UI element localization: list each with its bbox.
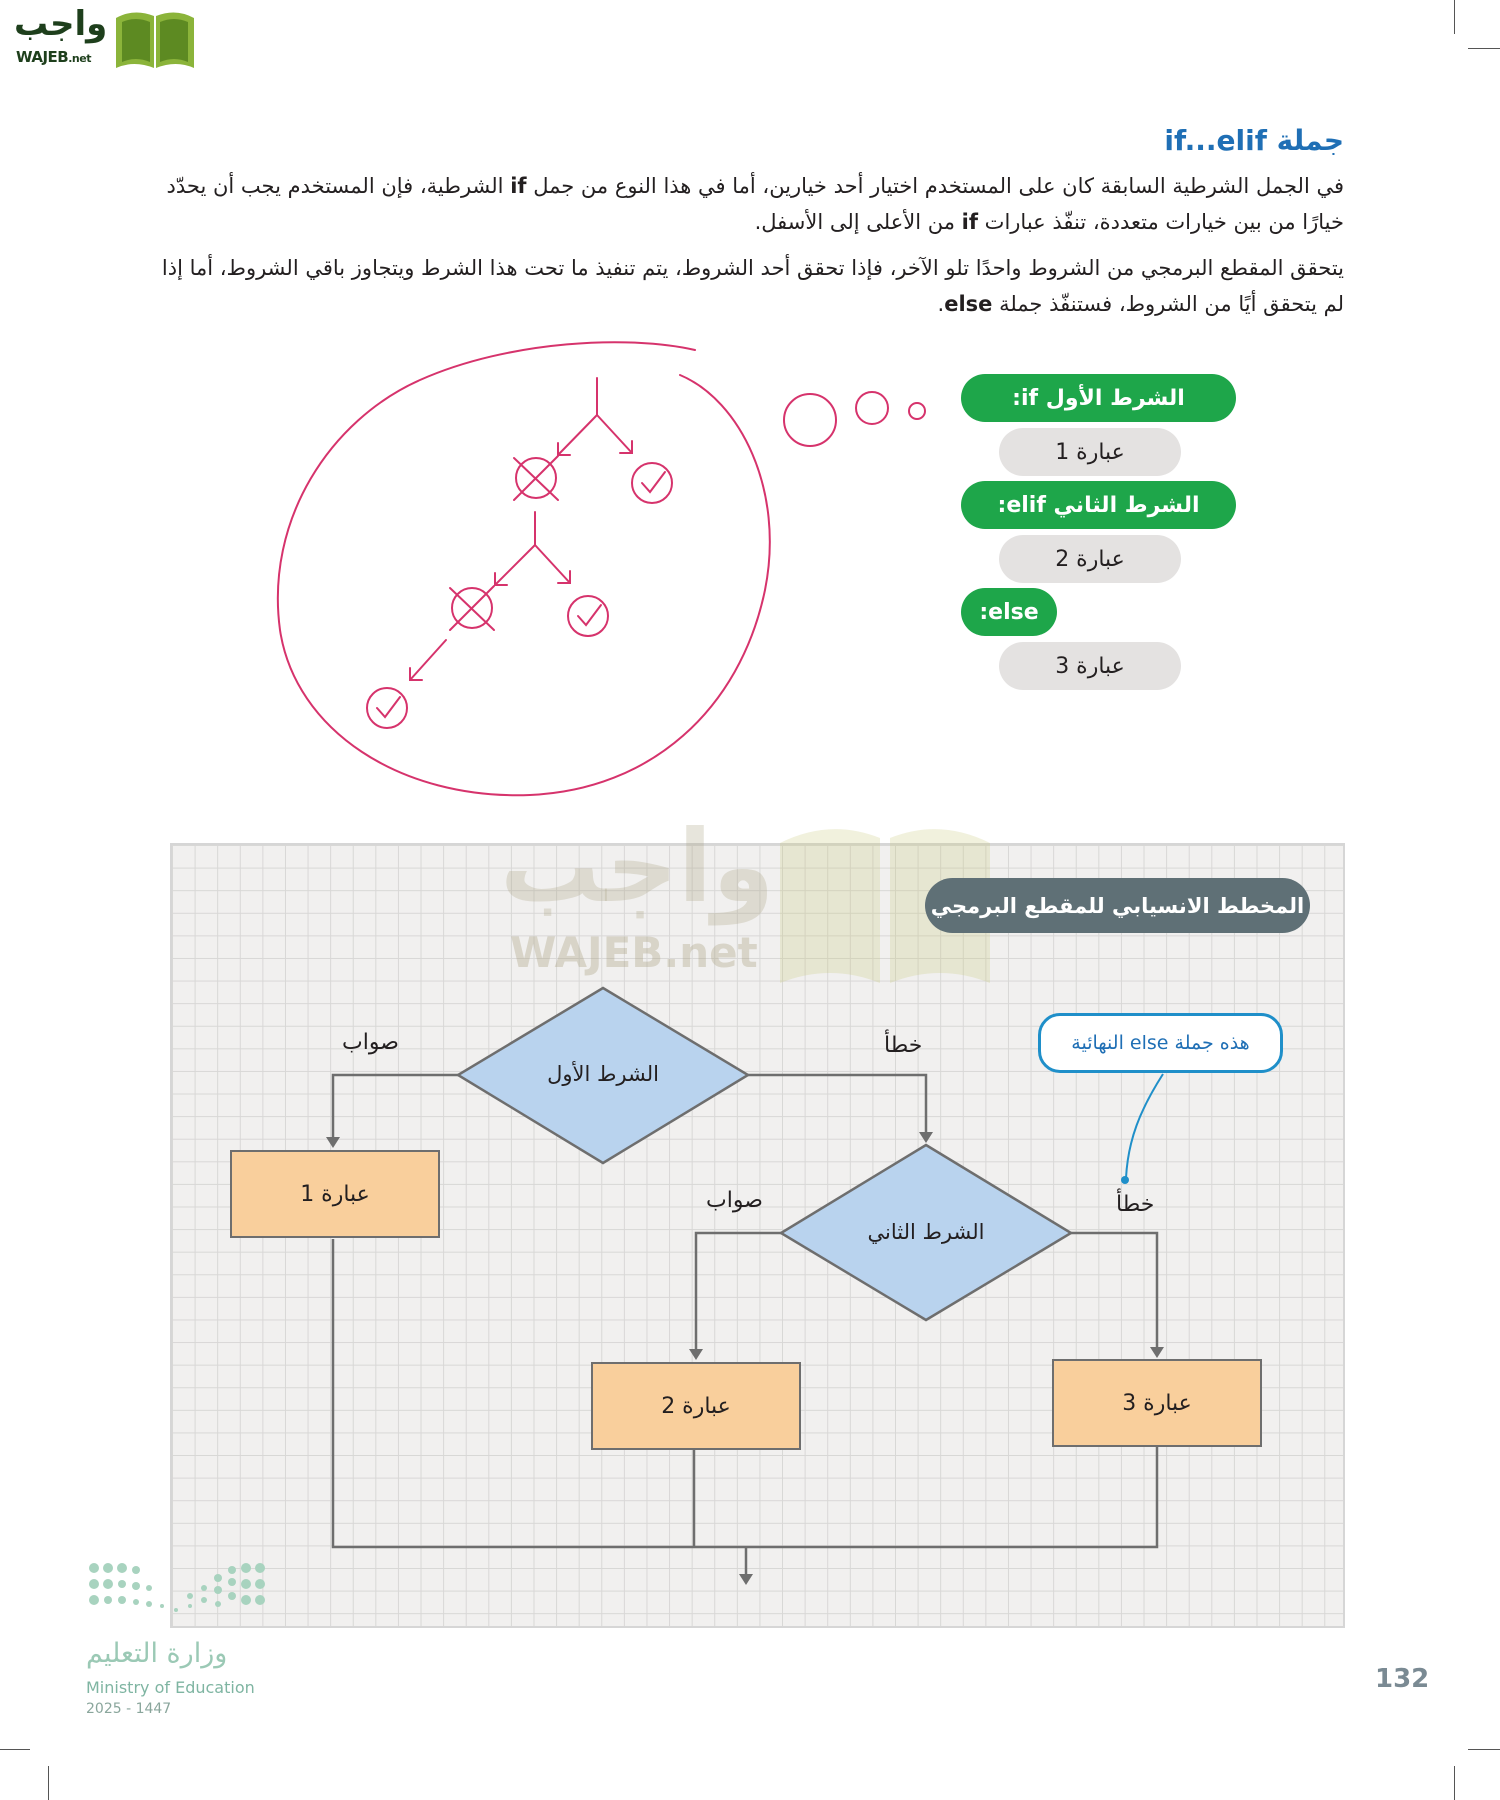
decision-2-false-label: خطأ bbox=[1116, 1192, 1155, 1217]
decision-1-label: الشرط الأول bbox=[547, 1062, 659, 1086]
flowchart-title: المخطط الانسيابي للمقطع البرمجي bbox=[925, 878, 1310, 933]
condition-elif-pill: الشرط الثاني elif: bbox=[961, 481, 1236, 529]
condition-else-pill: else: bbox=[961, 588, 1057, 636]
ministry-logo-dots bbox=[86, 1560, 272, 1626]
watermark-english: WAJEB.net bbox=[510, 928, 758, 977]
logo-arabic-text: واجب bbox=[14, 4, 108, 44]
statement-2-pill: عبارة 2 bbox=[999, 535, 1181, 583]
ministry-year: 2025 - 1447 bbox=[86, 1701, 172, 1717]
decision-2-true-label: صواب bbox=[706, 1188, 763, 1213]
page-number: 132 bbox=[1375, 1664, 1430, 1694]
logo-english-text: WAJEB.net bbox=[16, 48, 91, 66]
decision-2-label: الشرط الثاني bbox=[867, 1220, 985, 1244]
ministry-arabic-name: وزارة التعليم bbox=[86, 1638, 228, 1669]
paragraph-1: في الجمل الشرطية السابقة كان على المستخدم اختيار أحد خيارين، أما في هذا النوع من جمل if الشرطية، فإن المستخدم يجب أن يحدّد خيارًا من بين خيارات متعددة، تنفّذ عبارات if من الأعلى إلى الأسفل. bbox=[166, 174, 1344, 234]
statement-3-pill: عبارة 3 bbox=[999, 642, 1181, 690]
statement-1-box: عبارة 1 bbox=[230, 1150, 440, 1238]
else-note-callout: هذه جملة else النهائية bbox=[1038, 1013, 1283, 1073]
decision-1-false-label: خطأ bbox=[884, 1033, 923, 1058]
watermark-arabic: واجب bbox=[500, 808, 775, 925]
statement-3-box: عبارة 3 bbox=[1052, 1359, 1262, 1447]
section-title: جملة if...elif bbox=[1164, 124, 1344, 157]
decision-1-true-label: صواب bbox=[342, 1030, 399, 1055]
condition-if-pill: الشرط الأول if: bbox=[961, 374, 1236, 422]
statement-1-pill: عبارة 1 bbox=[999, 428, 1181, 476]
statement-2-box: عبارة 2 bbox=[591, 1362, 801, 1450]
ministry-english-name: Ministry of Education bbox=[86, 1678, 255, 1697]
paragraph-2: يتحقق المقطع البرمجي من الشروط واحدًا تلو الآخر، فإذا تحقق أحد الشروط، يتم تنفيذ ما تحت هذا الشرط ويتجاوز باقي الشروط، أما إذا لم يتحقق أيًا من الشروط، فستنفّذ جملة else. bbox=[161, 256, 1344, 316]
